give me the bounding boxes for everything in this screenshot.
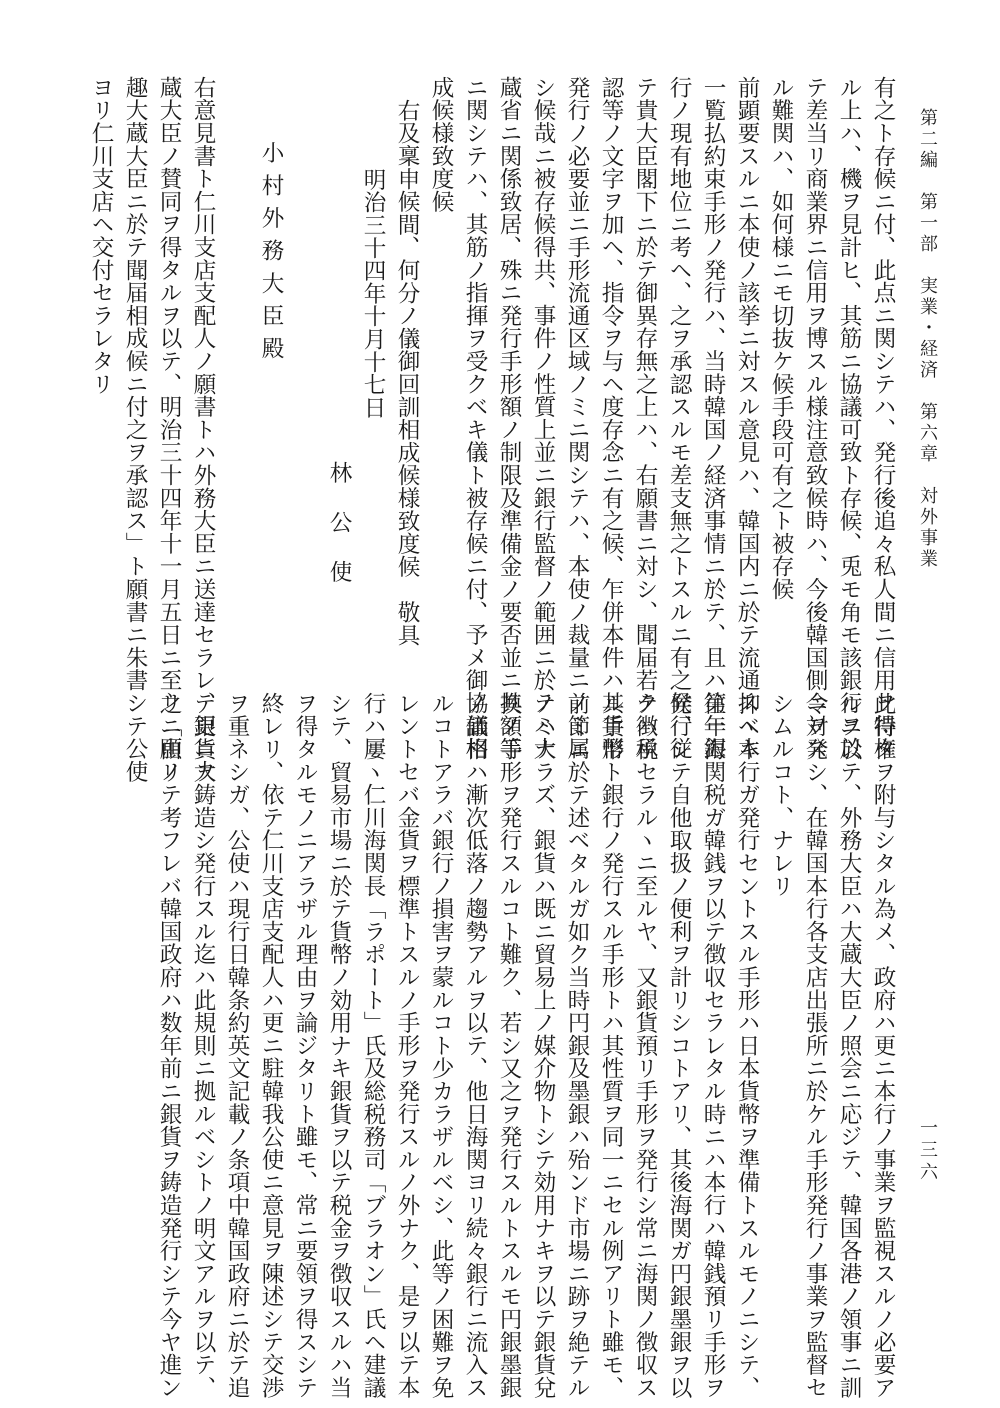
text-line: 抑ヽ本行ガ発行セントスル手形ハ日本貨幣ヲ準備トスルモノニシテ、 bbox=[734, 692, 760, 1399]
text-line: ル貨幣ト銀行ノ発行スル手形トハ其性質ヲ同一ニセル例アリト雖モ、 bbox=[598, 692, 624, 1399]
text-line: 終レリ、依テ仁川支店支配人ハ更ニ駐韓我公使ニ意見ヲ陳述シテ交渉 bbox=[258, 692, 284, 1399]
upper-text-block bbox=[88, 76, 900, 783]
text-line: テ貴大臣閣下ニ於テ御異存無之上ハ、右願書ニ対シ、聞届若クハ承 bbox=[632, 76, 658, 760]
running-head: 第二編 第一部 実業・経済 第六章 対外事業 bbox=[917, 108, 938, 570]
letter-date: 明治三十四年十月十七日 bbox=[360, 168, 386, 419]
letter-signature: 林公使 bbox=[326, 461, 352, 610]
text-line: 前顕要スルニ本使ノ該挙ニ対スル意見ハ、韓国内ニ於テ流通スベキ bbox=[734, 76, 760, 760]
text-line: ヲ重ネシガ、公使ハ現行日韓条約英文記載ノ条項中韓国政府ニ於テ追 bbox=[224, 692, 250, 1399]
text-line: ノ価格ハ漸次低落ノ趨勢アルヲ以テ、他日海関ヨリ続々銀行ニ流入ス bbox=[462, 692, 488, 1399]
text-line: 令ヲ発シ、在韓国本行各支店出張所ニ於ケル手形発行ノ事業ヲ監督セ bbox=[802, 692, 828, 1399]
text-line: ルヲ以テ、外務大臣ハ大蔵大臣ノ照会ニ応ジテ、韓国各港ノ領事ニ訓 bbox=[836, 692, 862, 1399]
text-line: 行ハ屢ヽ仁川海関長「ラポート」氏及総税務司「ブラオン」氏ヘ建議 bbox=[360, 692, 386, 1399]
text-line: 発行ノ必要並ニ手形流通区域ノミニ関シテハ、本使ノ裁量ニノミ属 bbox=[564, 76, 590, 760]
text-line: テ銀貨ヲ鋳造シ発行スル迄ハ此規則ニ拠ルベシトノ明文アルヲ以テ、 bbox=[190, 692, 216, 1399]
text-line: 前節ニ於テ述ベタルガ如ク当時円銀及墨銀ハ殆ンド市場ニ跡ヲ絶テル bbox=[564, 692, 590, 1399]
text-line: 右意見書ト仁川支店支配人ノ願書トハ外務大臣ニ送達セラレ、更ニ大 bbox=[190, 76, 216, 783]
text-line: シムルコト、ナレリ bbox=[768, 692, 794, 898]
lower-text-block bbox=[100, 692, 900, 1399]
text-line: 成候様致度候 bbox=[428, 76, 454, 213]
text-line: 之ニ由リテ考フレバ韓国政府ハ数年前ニ銀貨ヲ鋳造発行シテ今ヤ進ン bbox=[156, 692, 182, 1399]
text-line: テ徴税セラルヽニ至ルヤ、又銀貨預リ手形ヲ発行シ常ニ海関ノ徴収ス bbox=[632, 692, 658, 1399]
text-line: ル上ハ、機ヲ見計ヒ、其筋ニ協議可致ト存候、兎モ角モ該銀行ニ於 bbox=[836, 76, 862, 760]
text-line: 此特権ヲ附与シタル為メ、政府ハ更ニ本行ノ事業ヲ監視スルノ必要ア bbox=[870, 692, 896, 1399]
text-line: ヨリ仁川支店ヘ交付セラレタリ bbox=[88, 76, 114, 396]
text-line: ルコトアラバ銀行ノ損害ヲ蒙ルコト少カラザルベシ、此等ノ困難ヲ免 bbox=[428, 692, 454, 1399]
text-line: ル難関ハ、如何様ニモ切抜ケ候手段可有之ト被存候 bbox=[768, 76, 794, 601]
text-line: ヲ得タルモノニアラザル理由ヲ論ジタリト雖モ、常ニ要領ヲ得スシテ bbox=[292, 692, 318, 1399]
text-line: テ差当リ商業界ニ信用ヲ博スル様注意致候時ハ、今後韓国側ニ対ス bbox=[802, 76, 828, 760]
text-line: 蔵省ニ関係致居、殊ニ発行手形額ノ制限及準備金ノ要否並ニ其額等 bbox=[496, 76, 522, 760]
text-line: ニ関シテハ、其筋ノ指揮ヲ受クベキ儀ト被存候ニ付、予メ御協議相 bbox=[462, 76, 488, 760]
text-line: 行ノ現有地位ニ考ヘ、之ヲ承認スルモ差支無之トスルニ有之候、従 bbox=[666, 76, 692, 760]
text-line: 右及稟申候間、何分ノ儀御回訓相成候様致度候 敬具 bbox=[394, 99, 420, 647]
text-line: 蔵大臣ノ賛同ヲ得タルヲ以テ、明治三十四年十一月五日ニ至リ「願ノ bbox=[156, 76, 182, 783]
text-line: 認等ノ文字ヲ加ヘ、指令ヲ与ヘ度存念ニ有之候、乍併本件ハ其手形 bbox=[598, 76, 624, 760]
text-line: レントセバ金貨ヲ標準トスルノ手形ヲ発行スルノ外ナク、是ヲ以テ本 bbox=[394, 692, 420, 1399]
text-line: ノミナラズ、銀貨ハ既ニ貿易上ノ媒介物トシテ効用ナキヲ以テ銀貨兌 bbox=[530, 692, 556, 1399]
text-line: 往年海関税ガ韓銭ヲ以テ徴収セラレタル時ニハ本行ハ韓銭預リ手形ヲ bbox=[700, 692, 726, 1399]
text-line: 一覧払約束手形ノ発行ハ、当時韓国ノ経済事情ニ於テ、且ハ第一銀 bbox=[700, 76, 726, 760]
page-number: 一三六 bbox=[917, 1118, 938, 1184]
letter-addressee: 小村外務大臣殿 bbox=[258, 141, 284, 370]
text-line: 発行シテ自他取扱ノ便利ヲ計リシコトアリ、其後海関ガ円銀墨銀ヲ以 bbox=[666, 692, 692, 1399]
text-line: 換ノ手形ヲ発行スルコト難ク、若シ又之ヲ発行スルトスルモ円銀墨銀 bbox=[496, 692, 522, 1399]
text-line: シ候哉ニ被存候得共、事件ノ性質上並ニ銀行監督ノ範囲ニ於テハ大 bbox=[530, 76, 556, 760]
text-line: 有之ト存候ニ付、此点ニ関シテハ、発行後追々私人間ニ信用ヲ得タ bbox=[870, 76, 896, 760]
text-line: 趣大蔵大臣ニ於テ聞届相成候ニ付之ヲ承認ス」ト願書ニ朱書シテ公使 bbox=[122, 76, 148, 783]
text-line: シテ、貿易市場ニ於テ貨幣ノ効用ナキ銀貨ヲ以テ税金ヲ徴収スルハ当 bbox=[326, 692, 352, 1399]
